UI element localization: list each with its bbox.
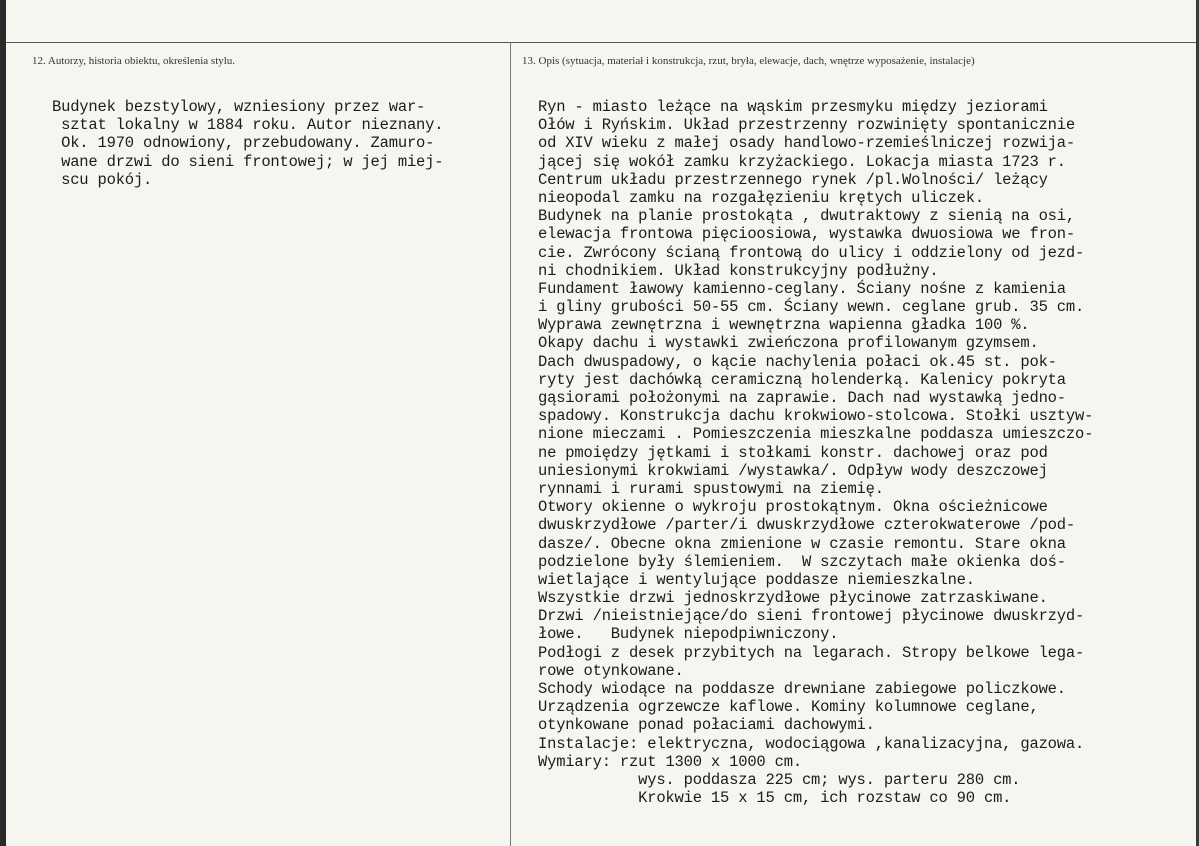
section-13-text	[538, 98, 1093, 807]
section-13-text-line: Budynek na planie prostokąta , dwutraktowy z sienią na osi,	[538, 207, 1075, 226]
section-13-text-line: wys. poddasza 225 cm; wys. parteru 280 cm.	[538, 770, 1021, 789]
section-12-text-line: Budynek bezstylowy, wzniesiony przez war-	[52, 98, 426, 116]
section-13-text-line: ryty jest dachówką ceramiczną holenderką. Kalenicy pokryta	[538, 370, 1066, 389]
section-13-text-line: Podłogi z desek przybitych na legarach. Stropy belkowe lega-	[538, 643, 1085, 662]
section-13-text-line: Urządzenia ogrzewcze kaflowe. Kominy kolumnowe ceglane,	[538, 698, 1039, 717]
section-13-text-line: Ołów i Ryńskim. Układ przestrzenny rozwinięty spontanicznie	[538, 116, 1075, 135]
section-13-text-line: rowe otynkowane.	[538, 661, 684, 680]
section-12-text-line: sztat lokalny w 1884 roku. Autor nieznany.	[52, 116, 444, 135]
section-13-text-line: rynnami i rurami spustowymi na ziemię.	[538, 479, 884, 498]
section-13-text-line: podzielone były ślemieniem. W szczytach małe okienka doś-	[538, 552, 1066, 571]
section-13-text-line: Dach dwuspadowy, o kącie nachylenia połaci ok.45 st. pok-	[538, 352, 1057, 371]
section-13-text-line: nione mieczami . Pomieszczenia mieszkalne poddasza umieszczo-	[538, 425, 1094, 444]
section-12-text-line: scu pokój.	[52, 170, 153, 189]
section-13-text-line: i gliny grubości 50-55 cm. Ściany wewn. ceglane grub. 35 cm.	[538, 298, 1085, 317]
section-13-text-line: Fundament ławowy kamienno-ceglany. Ściany nośne z kamienia	[538, 279, 1066, 298]
section-13-text-line: od XIV wieku z małej osady handlowo-rzemieślniczej rozwija-	[538, 134, 1075, 153]
section-12-header: 12. Autorzy, historia obiektu, określenia stylu.	[32, 55, 236, 67]
section-13-text-line: Schody wiodące na poddasze drewniane zabiegowe policzkowe.	[538, 680, 1066, 698]
header-rule	[6, 42, 1196, 43]
section-12-text-line: Ok. 1970 odnowiony, przebudowany. Zamuro-	[52, 134, 435, 153]
section-13-text-line: Okapy dachu i wystawki zwieńczona profilowanym gzymsem.	[538, 334, 1039, 353]
section-13-text-line: Wymiary: rzut 1300 x 1000 cm.	[538, 752, 802, 771]
section-13-text-line: ni chodnikiem. Układ konstrukcyjny podłużny.	[538, 261, 939, 280]
section-13-text-line: elewacja frontowa pięcioosiowa, wystawka dwuosiowa we fron-	[538, 225, 1075, 244]
section-13-text-line: Krokwie 15 x 15 cm, ich rozstaw co 90 cm.	[538, 789, 1012, 808]
section-13-text-line: łowe. Budynek niepodpiwniczony.	[538, 625, 839, 644]
section-13-text-line: uniesionymi krokwiami /wystawka/. Odpływ wody deszczowej	[538, 461, 1048, 480]
section-13-text-line: Drzwi /nieistniejące/do sieni frontowej płycinowe dwuskrzyd-	[538, 607, 1085, 626]
section-13-text-line: Wyprawa zewnętrzna i wewnętrzna wapienna gładka 100 %.	[538, 316, 1030, 335]
section-13-text-line: spadowy. Konstrukcja dachu krokwiowo-stolcowa. Stołki usztyw-	[538, 407, 1094, 426]
section-13-text-line: Otwory okienne o wykroju prostokątnym. Okna ościeżnicowe	[538, 498, 1048, 517]
section-13-header: 13. Opis (sytuacja, materiał i konstrukcja, rzut, bryła, elewacje, dach, wnętrze wyposażenie, instalacje)	[522, 55, 975, 67]
section-13-text-line: Wszystkie drzwi jednoskrzydłowe płycinowe zatrzaskiwane.	[538, 589, 1048, 608]
page-left-edge	[0, 0, 6, 846]
section-13-text-line: gąsiorami położonymi na zaprawie. Dach nad wystawką jedno-	[538, 389, 1066, 407]
section-13-text-line: Ryn - miasto leżące na wąskim przesmyku między jeziorami	[538, 98, 1048, 116]
section-13-text-line: dasze/. Obecne okna zmienione w czasie remontu. Stare okna	[538, 534, 1066, 553]
section-13-text-line: nieopodal zamku na rozgałęzieniu krętych uliczek.	[538, 188, 984, 207]
section-13-text-line: dwuskrzydłowe /parter/i dwuskrzydłowe czterokwaterowe /pod-	[538, 516, 1075, 535]
section-13-text-line: Centrum układu przestrzennego rynek /pl.Wolności/ leżący	[538, 170, 1048, 189]
section-13-text-line: jącej się wokół zamku krzyżackiego. Lokacja miasta 1723 r.	[538, 152, 1066, 171]
section-12-text	[52, 98, 443, 189]
section-12-text-line: wane drzwi do sieni frontowej; w jej miej-	[52, 152, 444, 171]
section-13-text-line: cie. Zwrócony ścianą frontową do ulicy i oddzielony od jezd-	[538, 243, 1085, 262]
section-13-text-line: otynkowane ponad połaciami dachowymi.	[538, 716, 875, 735]
column-divider	[510, 42, 511, 846]
section-13-text-line: wietlające i wentylujące poddasze niemieszkalne.	[538, 570, 975, 589]
section-13-text-line: ne pmoiędzy jętkami i stołkami konstr. dachowej oraz pod	[538, 443, 1048, 462]
section-13-text-line: Instalacje: elektryczna, wodociągowa ,kanalizacyjna, gazowa.	[538, 734, 1085, 753]
